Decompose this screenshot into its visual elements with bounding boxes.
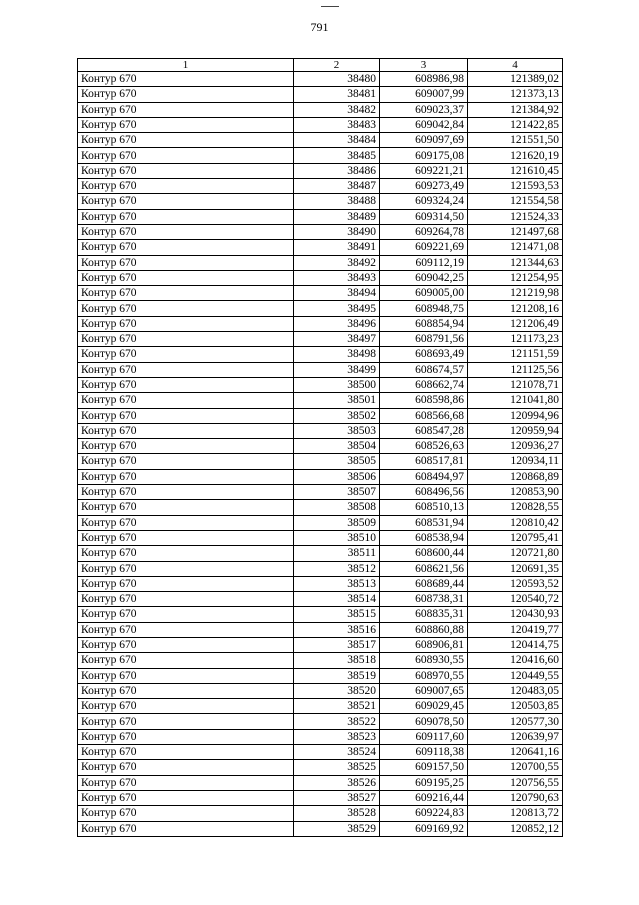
y-coordinate-cell: 120593,52 <box>468 576 563 591</box>
contour-name-cell: Контур 670 <box>78 270 294 285</box>
x-coordinate-cell: 609264,78 <box>380 224 468 239</box>
table-row <box>78 133 563 148</box>
contour-name-cell: Контур 670 <box>78 515 294 530</box>
x-coordinate-cell: 608526,63 <box>380 439 468 454</box>
y-coordinate-cell: 120790,63 <box>468 790 563 805</box>
point-number-cell: 38518 <box>294 653 380 668</box>
x-coordinate-cell: 609023,37 <box>380 102 468 117</box>
table-row <box>78 102 563 117</box>
table-row <box>78 408 563 423</box>
point-number-cell: 38511 <box>294 546 380 561</box>
table-row <box>78 240 563 255</box>
point-number-cell: 38525 <box>294 760 380 775</box>
contour-name-cell: Контур 670 <box>78 714 294 729</box>
table-row <box>78 454 563 469</box>
y-coordinate-cell: 121078,71 <box>468 377 563 392</box>
contour-name-cell: Контур 670 <box>78 683 294 698</box>
table-row <box>78 821 563 836</box>
contour-name-cell: Контур 670 <box>78 439 294 454</box>
x-coordinate-cell: 609078,50 <box>380 714 468 729</box>
table-row <box>78 316 563 331</box>
x-coordinate-cell: 608906,81 <box>380 637 468 652</box>
contour-name-cell: Контур 670 <box>78 408 294 423</box>
table-row <box>78 439 563 454</box>
y-coordinate-cell: 120813,72 <box>468 806 563 821</box>
y-coordinate-cell: 120419,77 <box>468 622 563 637</box>
y-coordinate-cell: 120430,93 <box>468 607 563 622</box>
x-coordinate-cell: 608674,57 <box>380 362 468 377</box>
x-coordinate-cell: 608600,44 <box>380 546 468 561</box>
x-coordinate-cell: 609314,50 <box>380 209 468 224</box>
x-coordinate-cell: 608693,49 <box>380 347 468 362</box>
y-coordinate-cell: 120641,16 <box>468 745 563 760</box>
point-number-cell: 38527 <box>294 790 380 805</box>
y-coordinate-cell: 121524,33 <box>468 209 563 224</box>
x-coordinate-cell: 608970,55 <box>380 668 468 683</box>
x-coordinate-cell: 608621,56 <box>380 561 468 576</box>
table-row <box>78 377 563 392</box>
x-coordinate-cell: 609169,92 <box>380 821 468 836</box>
contour-name-cell: Контур 670 <box>78 332 294 347</box>
x-coordinate-cell: 608689,44 <box>380 576 468 591</box>
contour-name-cell: Контур 670 <box>78 454 294 469</box>
contour-name-cell: Контур 670 <box>78 760 294 775</box>
x-coordinate-cell: 608986,98 <box>380 72 468 87</box>
contour-name-cell: Контур 670 <box>78 546 294 561</box>
column-header: 4 <box>468 59 563 72</box>
contour-name-cell: Контур 670 <box>78 286 294 301</box>
contour-name-cell: Контур 670 <box>78 133 294 148</box>
y-coordinate-cell: 120483,05 <box>468 683 563 698</box>
table-row <box>78 699 563 714</box>
y-coordinate-cell: 121041,80 <box>468 393 563 408</box>
x-coordinate-cell: 608496,56 <box>380 485 468 500</box>
contour-name-cell: Контур 670 <box>78 485 294 500</box>
point-number-cell: 38495 <box>294 301 380 316</box>
contour-name-cell: Контур 670 <box>78 653 294 668</box>
x-coordinate-cell: 608517,81 <box>380 454 468 469</box>
contour-name-cell: Контур 670 <box>78 393 294 408</box>
column-header: 2 <box>294 59 380 72</box>
y-coordinate-cell: 120994,96 <box>468 408 563 423</box>
point-number-cell: 38517 <box>294 637 380 652</box>
y-coordinate-cell: 120639,97 <box>468 729 563 744</box>
point-number-cell: 38481 <box>294 87 380 102</box>
point-number-cell: 38501 <box>294 393 380 408</box>
x-coordinate-cell: 608791,56 <box>380 332 468 347</box>
y-coordinate-cell: 120700,55 <box>468 760 563 775</box>
contour-name-cell: Контур 670 <box>78 362 294 377</box>
table-row <box>78 775 563 790</box>
contour-name-cell: Контур 670 <box>78 729 294 744</box>
x-coordinate-cell: 609112,19 <box>380 255 468 270</box>
table-row <box>78 362 563 377</box>
point-number-cell: 38487 <box>294 179 380 194</box>
point-number-cell: 38484 <box>294 133 380 148</box>
table-header-row <box>78 59 563 72</box>
point-number-cell: 38500 <box>294 377 380 392</box>
table-row <box>78 714 563 729</box>
point-number-cell: 38510 <box>294 530 380 545</box>
y-coordinate-cell: 120416,60 <box>468 653 563 668</box>
x-coordinate-cell: 609007,65 <box>380 683 468 698</box>
point-number-cell: 38488 <box>294 194 380 209</box>
y-coordinate-cell: 120577,30 <box>468 714 563 729</box>
top-dash-line <box>321 6 339 7</box>
point-number-cell: 38528 <box>294 806 380 821</box>
y-coordinate-cell: 121206,49 <box>468 316 563 331</box>
x-coordinate-cell: 609118,38 <box>380 745 468 760</box>
table-row <box>78 163 563 178</box>
point-number-cell: 38508 <box>294 500 380 515</box>
table-row <box>78 423 563 438</box>
contour-name-cell: Контур 670 <box>78 637 294 652</box>
x-coordinate-cell: 609175,08 <box>380 148 468 163</box>
x-coordinate-cell: 609042,84 <box>380 117 468 132</box>
table-row <box>78 148 563 163</box>
contour-name-cell: Контур 670 <box>78 806 294 821</box>
table-row <box>78 653 563 668</box>
y-coordinate-cell: 121422,85 <box>468 117 563 132</box>
y-coordinate-cell: 120691,35 <box>468 561 563 576</box>
x-coordinate-cell: 608930,55 <box>380 653 468 668</box>
contour-name-cell: Контур 670 <box>78 592 294 607</box>
contour-name-cell: Контур 670 <box>78 163 294 178</box>
point-number-cell: 38522 <box>294 714 380 729</box>
contour-name-cell: Контур 670 <box>78 255 294 270</box>
y-coordinate-cell: 120852,12 <box>468 821 563 836</box>
contour-name-cell: Контур 670 <box>78 240 294 255</box>
x-coordinate-cell: 608948,75 <box>380 301 468 316</box>
contour-name-cell: Контур 670 <box>78 377 294 392</box>
y-coordinate-cell: 121373,13 <box>468 87 563 102</box>
contour-name-cell: Контур 670 <box>78 699 294 714</box>
y-coordinate-cell: 121551,50 <box>468 133 563 148</box>
table-row <box>78 729 563 744</box>
table-row <box>78 485 563 500</box>
x-coordinate-cell: 609324,24 <box>380 194 468 209</box>
y-coordinate-cell: 120721,80 <box>468 546 563 561</box>
contour-name-cell: Контур 670 <box>78 821 294 836</box>
point-number-cell: 38498 <box>294 347 380 362</box>
y-coordinate-cell: 121151,59 <box>468 347 563 362</box>
contour-name-cell: Контур 670 <box>78 117 294 132</box>
point-number-cell: 38519 <box>294 668 380 683</box>
table-row <box>78 576 563 591</box>
x-coordinate-cell: 608494,97 <box>380 469 468 484</box>
point-number-cell: 38491 <box>294 240 380 255</box>
y-coordinate-cell: 120934,11 <box>468 454 563 469</box>
point-number-cell: 38507 <box>294 485 380 500</box>
table-row <box>78 224 563 239</box>
contour-name-cell: Контур 670 <box>78 668 294 683</box>
x-coordinate-cell: 608566,68 <box>380 408 468 423</box>
point-number-cell: 38509 <box>294 515 380 530</box>
point-number-cell: 38512 <box>294 561 380 576</box>
table-row <box>78 515 563 530</box>
point-number-cell: 38502 <box>294 408 380 423</box>
table-row <box>78 332 563 347</box>
point-number-cell: 38482 <box>294 102 380 117</box>
y-coordinate-cell: 120756,55 <box>468 775 563 790</box>
contour-name-cell: Контур 670 <box>78 530 294 545</box>
y-coordinate-cell: 121125,56 <box>468 362 563 377</box>
contour-name-cell: Контур 670 <box>78 194 294 209</box>
y-coordinate-cell: 120853,90 <box>468 485 563 500</box>
contour-name-cell: Контур 670 <box>78 607 294 622</box>
table-row <box>78 72 563 87</box>
y-coordinate-cell: 121173,23 <box>468 332 563 347</box>
x-coordinate-cell: 608835,31 <box>380 607 468 622</box>
x-coordinate-cell: 608510,13 <box>380 500 468 515</box>
point-number-cell: 38490 <box>294 224 380 239</box>
table-row <box>78 209 563 224</box>
table-row <box>78 194 563 209</box>
x-coordinate-cell: 609117,60 <box>380 729 468 744</box>
column-header: 3 <box>380 59 468 72</box>
y-coordinate-cell: 120414,75 <box>468 637 563 652</box>
table-body <box>78 72 563 837</box>
point-number-cell: 38520 <box>294 683 380 698</box>
point-number-cell: 38513 <box>294 576 380 591</box>
y-coordinate-cell: 120810,42 <box>468 515 563 530</box>
point-number-cell: 38526 <box>294 775 380 790</box>
contour-name-cell: Контур 670 <box>78 179 294 194</box>
table-row <box>78 668 563 683</box>
table-row <box>78 117 563 132</box>
y-coordinate-cell: 121384,92 <box>468 102 563 117</box>
x-coordinate-cell: 608538,94 <box>380 530 468 545</box>
x-coordinate-cell: 609221,21 <box>380 163 468 178</box>
point-number-cell: 38524 <box>294 745 380 760</box>
x-coordinate-cell: 609195,25 <box>380 775 468 790</box>
table-row <box>78 745 563 760</box>
column-header: 1 <box>78 59 294 72</box>
point-number-cell: 38483 <box>294 117 380 132</box>
y-coordinate-cell: 121610,45 <box>468 163 563 178</box>
y-coordinate-cell: 120828,55 <box>468 500 563 515</box>
table-row <box>78 637 563 652</box>
table-row <box>78 760 563 775</box>
point-number-cell: 38497 <box>294 332 380 347</box>
table-row <box>78 546 563 561</box>
table-row <box>78 592 563 607</box>
page-number: 791 <box>310 20 329 34</box>
table-row <box>78 270 563 285</box>
x-coordinate-cell: 609007,99 <box>380 87 468 102</box>
point-number-cell: 38489 <box>294 209 380 224</box>
point-number-cell: 38514 <box>294 592 380 607</box>
table-row <box>78 790 563 805</box>
x-coordinate-cell: 609097,69 <box>380 133 468 148</box>
x-coordinate-cell: 609005,00 <box>380 286 468 301</box>
contour-name-cell: Контур 670 <box>78 316 294 331</box>
point-number-cell: 38494 <box>294 286 380 301</box>
contour-name-cell: Контур 670 <box>78 775 294 790</box>
x-coordinate-cell: 609224,83 <box>380 806 468 821</box>
x-coordinate-cell: 608738,31 <box>380 592 468 607</box>
point-number-cell: 38521 <box>294 699 380 714</box>
x-coordinate-cell: 608547,28 <box>380 423 468 438</box>
x-coordinate-cell: 608662,74 <box>380 377 468 392</box>
y-coordinate-cell: 120795,41 <box>468 530 563 545</box>
y-coordinate-cell: 120449,55 <box>468 668 563 683</box>
y-coordinate-cell: 121389,02 <box>468 72 563 87</box>
table-row <box>78 607 563 622</box>
y-coordinate-cell: 120959,94 <box>468 423 563 438</box>
point-number-cell: 38485 <box>294 148 380 163</box>
point-number-cell: 38516 <box>294 622 380 637</box>
contour-name-cell: Контур 670 <box>78 423 294 438</box>
x-coordinate-cell: 608598,86 <box>380 393 468 408</box>
y-coordinate-cell: 120868,89 <box>468 469 563 484</box>
contour-name-cell: Контур 670 <box>78 224 294 239</box>
point-number-cell: 38506 <box>294 469 380 484</box>
table-row <box>78 286 563 301</box>
contour-name-cell: Контур 670 <box>78 209 294 224</box>
y-coordinate-cell: 121208,16 <box>468 301 563 316</box>
x-coordinate-cell: 609157,50 <box>380 760 468 775</box>
table-row <box>78 87 563 102</box>
contour-name-cell: Контур 670 <box>78 347 294 362</box>
table-row <box>78 683 563 698</box>
table-row <box>78 255 563 270</box>
point-number-cell: 38505 <box>294 454 380 469</box>
x-coordinate-cell: 609042,25 <box>380 270 468 285</box>
x-coordinate-cell: 608531,94 <box>380 515 468 530</box>
table-row <box>78 469 563 484</box>
point-number-cell: 38499 <box>294 362 380 377</box>
table-row <box>78 561 563 576</box>
y-coordinate-cell: 121254,95 <box>468 270 563 285</box>
y-coordinate-cell: 121471,08 <box>468 240 563 255</box>
x-coordinate-cell: 609029,45 <box>380 699 468 714</box>
x-coordinate-cell: 608854,94 <box>380 316 468 331</box>
contour-name-cell: Контур 670 <box>78 561 294 576</box>
y-coordinate-cell: 121593,53 <box>468 179 563 194</box>
table-row <box>78 347 563 362</box>
contour-name-cell: Контур 670 <box>78 72 294 87</box>
point-number-cell: 38503 <box>294 423 380 438</box>
point-number-cell: 38523 <box>294 729 380 744</box>
contour-name-cell: Контур 670 <box>78 469 294 484</box>
table-row <box>78 530 563 545</box>
y-coordinate-cell: 120936,27 <box>468 439 563 454</box>
contour-name-cell: Контур 670 <box>78 745 294 760</box>
table-row <box>78 301 563 316</box>
contour-name-cell: Контур 670 <box>78 301 294 316</box>
y-coordinate-cell: 120540,72 <box>468 592 563 607</box>
x-coordinate-cell: 609216,44 <box>380 790 468 805</box>
contour-name-cell: Контур 670 <box>78 87 294 102</box>
table-row <box>78 179 563 194</box>
x-coordinate-cell: 608860,88 <box>380 622 468 637</box>
x-coordinate-cell: 609221,69 <box>380 240 468 255</box>
point-number-cell: 38480 <box>294 72 380 87</box>
y-coordinate-cell: 121344,63 <box>468 255 563 270</box>
table-row <box>78 500 563 515</box>
x-coordinate-cell: 609273,49 <box>380 179 468 194</box>
contour-name-cell: Контур 670 <box>78 102 294 117</box>
y-coordinate-cell: 121554,58 <box>468 194 563 209</box>
point-number-cell: 38504 <box>294 439 380 454</box>
y-coordinate-cell: 121219,98 <box>468 286 563 301</box>
table-row <box>78 806 563 821</box>
point-number-cell: 38515 <box>294 607 380 622</box>
table-row <box>78 622 563 637</box>
contour-name-cell: Контур 670 <box>78 148 294 163</box>
y-coordinate-cell: 121497,68 <box>468 224 563 239</box>
y-coordinate-cell: 120503,85 <box>468 699 563 714</box>
point-number-cell: 38529 <box>294 821 380 836</box>
contour-name-cell: Контур 670 <box>78 790 294 805</box>
coordinates-table <box>77 58 563 837</box>
contour-name-cell: Контур 670 <box>78 500 294 515</box>
table-row <box>78 393 563 408</box>
contour-name-cell: Контур 670 <box>78 576 294 591</box>
point-number-cell: 38496 <box>294 316 380 331</box>
contour-name-cell: Контур 670 <box>78 622 294 637</box>
point-number-cell: 38493 <box>294 270 380 285</box>
point-number-cell: 38492 <box>294 255 380 270</box>
point-number-cell: 38486 <box>294 163 380 178</box>
y-coordinate-cell: 121620,19 <box>468 148 563 163</box>
